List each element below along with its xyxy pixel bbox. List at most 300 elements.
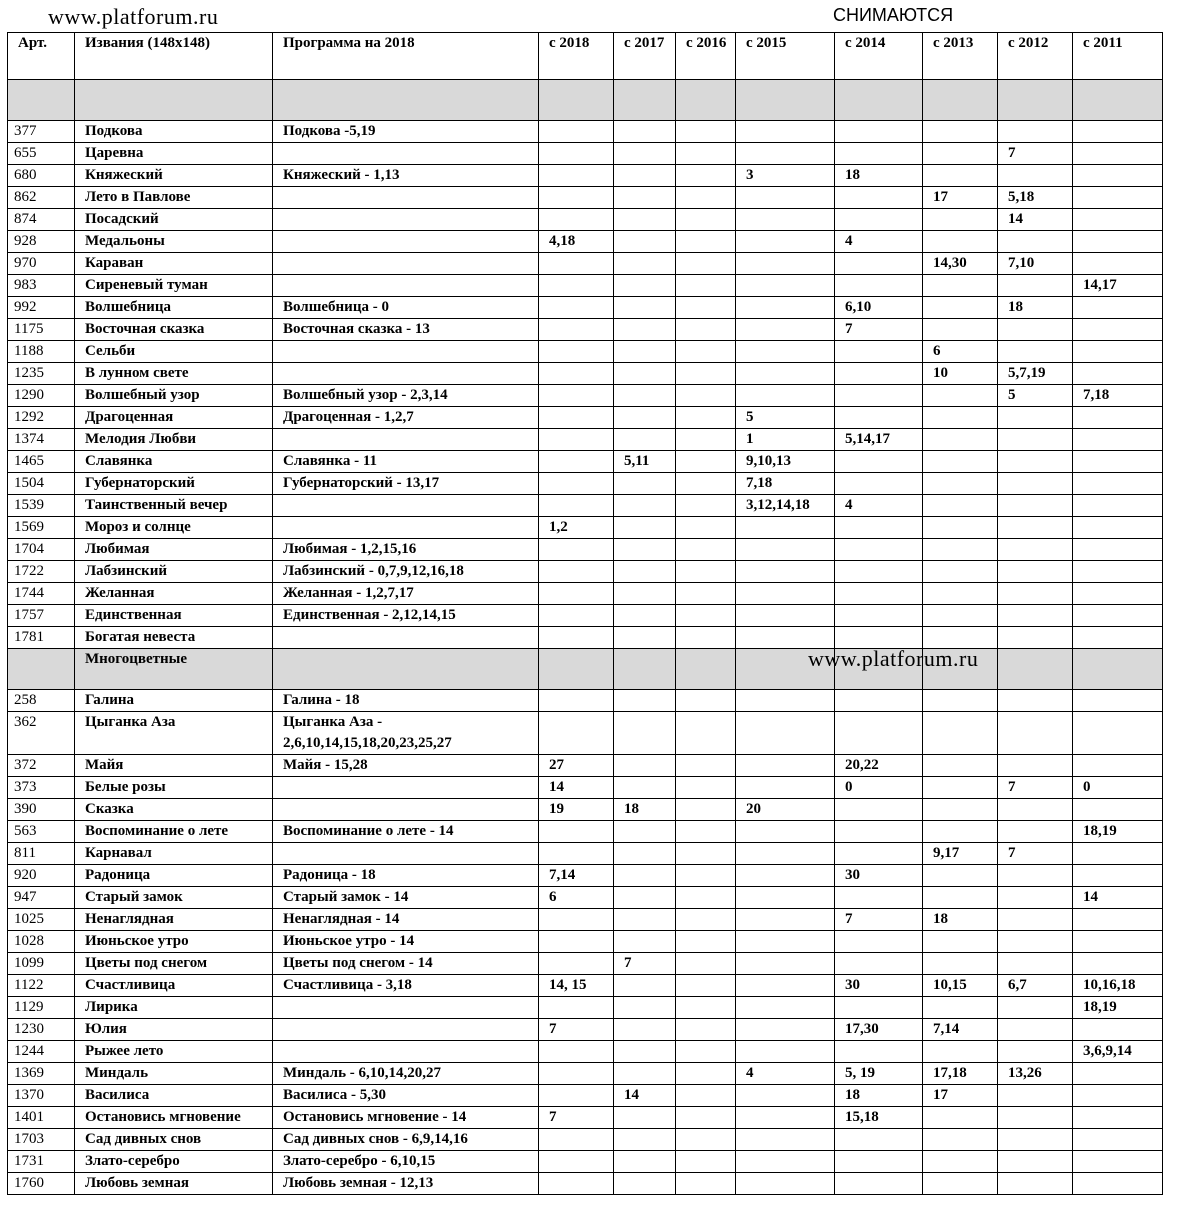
cell-y2018 (539, 953, 614, 975)
cell-art: 862 (8, 187, 75, 209)
cell-y2018 (539, 539, 614, 561)
cell-y2018 (539, 319, 614, 341)
cell-y2013 (923, 1041, 998, 1063)
cell-y2013 (923, 297, 998, 319)
empty-cell (736, 80, 835, 121)
cell-name: Счастливица (75, 975, 273, 997)
cell-y2018 (539, 627, 614, 649)
cell-art: 1703 (8, 1129, 75, 1151)
table-row (8, 1019, 1163, 1041)
cell-y2016 (676, 1129, 736, 1151)
removed-label: СНИМАЮТСЯ (833, 5, 954, 25)
cell-y2014 (835, 517, 923, 539)
cell-y2015 (736, 1041, 835, 1063)
cell-y2015 (736, 843, 835, 865)
cell-y2014 (835, 385, 923, 407)
cell-y2013 (923, 1129, 998, 1151)
cell-y2017 (614, 121, 676, 143)
cell-y2018 (539, 341, 614, 363)
cell-art: 920 (8, 865, 75, 887)
cell-y2017 (614, 909, 676, 931)
cell-y2016 (676, 777, 736, 799)
cell-y2018 (539, 385, 614, 407)
watermark-middle: www.platforum.ru (808, 646, 979, 671)
cell-y2018 (539, 909, 614, 931)
cell-name: Воспоминание о лете (75, 821, 273, 843)
cell-art: 1757 (8, 605, 75, 627)
cell-y2013 (923, 165, 998, 187)
cell-y2016 (676, 539, 736, 561)
cell-y2011 (1073, 363, 1163, 385)
cell-y2011 (1073, 583, 1163, 605)
cell-name: Волшебный узор (75, 385, 273, 407)
cell-y2015 (736, 209, 835, 231)
cell-y2017 (614, 187, 676, 209)
cell-name: Сельби (75, 341, 273, 363)
cell-y2013 (923, 231, 998, 253)
cell-y2017: 7 (614, 953, 676, 975)
cell-name: Любовь земная (75, 1173, 273, 1195)
cell-y2012 (998, 1107, 1073, 1129)
cell-y2014 (835, 121, 923, 143)
cell-name: Посадский (75, 209, 273, 231)
cell-program (273, 231, 539, 253)
empty-cell (998, 80, 1073, 121)
cell-y2011 (1073, 755, 1163, 777)
cell-y2014: 5, 19 (835, 1063, 923, 1085)
cell-y2018 (539, 583, 614, 605)
cell-y2018: 14, 15 (539, 975, 614, 997)
table-row (8, 297, 1163, 319)
cell-y2013: 14,30 (923, 253, 998, 275)
table-row (8, 821, 1163, 843)
table-row (8, 975, 1163, 997)
empty-cell (835, 80, 923, 121)
table-row (8, 363, 1163, 385)
cell-y2011 (1073, 1107, 1163, 1129)
cell-y2016 (676, 975, 736, 997)
header-program: Программа на 2018 (273, 33, 539, 80)
cell-y2011 (1073, 341, 1163, 363)
cell-y2012 (998, 341, 1073, 363)
section2-title: Многоцветные (75, 649, 273, 690)
cell-name: Василиса (75, 1085, 273, 1107)
cell-y2015 (736, 909, 835, 931)
cell-y2016 (676, 561, 736, 583)
cell-y2014: 0 (835, 777, 923, 799)
cell-program: Цыганка Аза - 2,6,10,14,15,18,20,23,25,27 (273, 712, 539, 755)
cell-y2013 (923, 887, 998, 909)
cell-y2014 (835, 997, 923, 1019)
cell-y2014: 17,30 (835, 1019, 923, 1041)
cell-name: Таинственный вечер (75, 495, 273, 517)
cell-y2012 (998, 755, 1073, 777)
cell-y2018 (539, 253, 614, 275)
cell-y2013 (923, 605, 998, 627)
cell-program: Единственная - 2,12,14,15 (273, 605, 539, 627)
cell-y2016 (676, 1085, 736, 1107)
cell-y2013: 18 (923, 909, 998, 931)
cell-y2015 (736, 887, 835, 909)
cell-name: Радоница (75, 865, 273, 887)
cell-y2016 (676, 909, 736, 931)
cell-y2014 (835, 451, 923, 473)
cell-y2013 (923, 429, 998, 451)
cell-y2011 (1073, 843, 1163, 865)
header-art: Арт. (8, 33, 75, 80)
cell-y2017 (614, 1173, 676, 1195)
cell-program (273, 1041, 539, 1063)
cell-y2012: 7 (998, 777, 1073, 799)
cell-y2011 (1073, 1085, 1163, 1107)
cell-program (273, 363, 539, 385)
cell-art: 1230 (8, 1019, 75, 1041)
cell-art: 1244 (8, 1041, 75, 1063)
cell-art: 390 (8, 799, 75, 821)
cell-program (273, 777, 539, 799)
header-2011: с 2011 (1073, 33, 1163, 80)
cell-y2012: 5,7,19 (998, 363, 1073, 385)
cell-y2018: 27 (539, 755, 614, 777)
cell-program: Миндаль - 6,10,14,20,27 (273, 1063, 539, 1085)
cell-y2013 (923, 275, 998, 297)
cell-y2012 (998, 517, 1073, 539)
table-row (8, 583, 1163, 605)
table-row (8, 253, 1163, 275)
cell-art: 1025 (8, 909, 75, 931)
cell-y2014: 5,14,17 (835, 429, 923, 451)
cell-y2012 (998, 997, 1073, 1019)
cell-y2011 (1073, 931, 1163, 953)
cell-art: 373 (8, 777, 75, 799)
cell-y2011 (1073, 1063, 1163, 1085)
cell-y2011 (1073, 231, 1163, 253)
cell-program (273, 517, 539, 539)
table-row (8, 407, 1163, 429)
cell-y2012 (998, 1085, 1073, 1107)
cell-art: 1539 (8, 495, 75, 517)
cell-y2012 (998, 1151, 1073, 1173)
cell-y2014 (835, 690, 923, 712)
cell-program: Василиса - 5,30 (273, 1085, 539, 1107)
cell-y2016 (676, 1019, 736, 1041)
cell-y2015 (736, 755, 835, 777)
cell-y2017: 14 (614, 1085, 676, 1107)
cell-name: Карнавал (75, 843, 273, 865)
cell-y2012: 5 (998, 385, 1073, 407)
cell-name: Княжеский (75, 165, 273, 187)
cell-y2011 (1073, 539, 1163, 561)
cell-program: Восточная сказка - 13 (273, 319, 539, 341)
cell-name: Майя (75, 755, 273, 777)
table-row (8, 1151, 1163, 1173)
cell-y2014 (835, 583, 923, 605)
cell-y2017 (614, 1107, 676, 1129)
cell-art: 1569 (8, 517, 75, 539)
cell-y2015 (736, 1019, 835, 1041)
cell-y2016 (676, 473, 736, 495)
cell-program (273, 187, 539, 209)
cell-y2013 (923, 561, 998, 583)
cell-name: Единственная (75, 605, 273, 627)
cell-y2015: 7,18 (736, 473, 835, 495)
cell-y2018: 14 (539, 777, 614, 799)
cell-art: 1744 (8, 583, 75, 605)
header-row (8, 33, 1163, 80)
cell-art: 372 (8, 755, 75, 777)
cell-y2011 (1073, 865, 1163, 887)
cell-y2015 (736, 143, 835, 165)
cell-y2017 (614, 712, 676, 755)
cell-program (273, 341, 539, 363)
cell-y2017 (614, 997, 676, 1019)
cell-name: Миндаль (75, 1063, 273, 1085)
cell-y2017 (614, 561, 676, 583)
cell-y2014: 20,22 (835, 755, 923, 777)
empty-cell (614, 80, 676, 121)
table-row (8, 473, 1163, 495)
cell-y2012 (998, 495, 1073, 517)
header-2012: с 2012 (998, 33, 1073, 80)
cell-y2013: 10 (923, 363, 998, 385)
empty-cell (676, 80, 736, 121)
cell-y2012: 18 (998, 297, 1073, 319)
cell-art: 947 (8, 887, 75, 909)
table-row (8, 1063, 1163, 1085)
cell-y2016 (676, 407, 736, 429)
cell-y2018 (539, 297, 614, 319)
cell-program (273, 253, 539, 275)
cell-y2013 (923, 209, 998, 231)
cell-y2018 (539, 712, 614, 755)
cell-y2014 (835, 143, 923, 165)
cell-art: 1099 (8, 953, 75, 975)
cell-y2018 (539, 1129, 614, 1151)
cell-art: 1370 (8, 1085, 75, 1107)
cell-y2018 (539, 473, 614, 495)
cell-name: Старый замок (75, 887, 273, 909)
cell-y2013: 17 (923, 187, 998, 209)
cell-name: Юлия (75, 1019, 273, 1041)
cell-y2013 (923, 953, 998, 975)
table-row (8, 953, 1163, 975)
cell-y2015: 5 (736, 407, 835, 429)
cell-y2013 (923, 319, 998, 341)
cell-y2012: 6,7 (998, 975, 1073, 997)
cell-y2012 (998, 473, 1073, 495)
cell-y2011 (1073, 561, 1163, 583)
cell-art: 1781 (8, 627, 75, 649)
empty-cell (539, 80, 614, 121)
cell-y2016 (676, 275, 736, 297)
cell-program: Любимая - 1,2,15,16 (273, 539, 539, 561)
cell-program: Подкова -5,19 (273, 121, 539, 143)
cell-y2012 (998, 690, 1073, 712)
cell-y2014 (835, 341, 923, 363)
cell-y2018 (539, 275, 614, 297)
cell-y2017 (614, 429, 676, 451)
cell-art: 1374 (8, 429, 75, 451)
cell-y2011 (1073, 187, 1163, 209)
cell-art: 362 (8, 712, 75, 755)
watermark-top: www.platforum.ru (48, 4, 219, 29)
cell-y2015 (736, 363, 835, 385)
cell-y2018 (539, 997, 614, 1019)
header-2015: с 2015 (736, 33, 835, 80)
cell-y2011 (1073, 517, 1163, 539)
table-row (8, 605, 1163, 627)
cell-name: В лунном свете (75, 363, 273, 385)
cell-y2016 (676, 319, 736, 341)
cell-y2018: 7,14 (539, 865, 614, 887)
table-row (8, 275, 1163, 297)
cell-y2012 (998, 539, 1073, 561)
cell-y2015 (736, 1129, 835, 1151)
cell-y2016 (676, 363, 736, 385)
cell-y2016 (676, 843, 736, 865)
table-row (8, 843, 1163, 865)
table-row (8, 187, 1163, 209)
cell-name: Цыганка Аза (75, 712, 273, 755)
cell-y2011 (1073, 627, 1163, 649)
cell-program: Драгоценная - 1,2,7 (273, 407, 539, 429)
cell-y2018: 7 (539, 1019, 614, 1041)
table-row (8, 319, 1163, 341)
empty-cell (923, 80, 998, 121)
header-2017: с 2017 (614, 33, 676, 80)
cell-y2016 (676, 121, 736, 143)
section1-header-row (8, 80, 1163, 121)
cell-program: Счастливица - 3,18 (273, 975, 539, 997)
cell-y2018 (539, 209, 614, 231)
cell-y2011: 18,19 (1073, 821, 1163, 843)
cell-y2015 (736, 865, 835, 887)
table-row (8, 451, 1163, 473)
cell-y2014: 18 (835, 1085, 923, 1107)
cell-y2012: 7 (998, 843, 1073, 865)
cell-y2012 (998, 865, 1073, 887)
cell-y2011 (1073, 429, 1163, 451)
cell-y2012 (998, 821, 1073, 843)
cell-y2012 (998, 1041, 1073, 1063)
cell-y2017 (614, 755, 676, 777)
cell-y2013 (923, 517, 998, 539)
table-row (8, 627, 1163, 649)
cell-y2015: 1 (736, 429, 835, 451)
cell-program: Волшебница - 0 (273, 297, 539, 319)
cell-y2018 (539, 143, 614, 165)
cell-y2016 (676, 1063, 736, 1085)
header-2014: с 2014 (835, 33, 923, 80)
cell-y2013: 6 (923, 341, 998, 363)
cell-y2017 (614, 1019, 676, 1041)
cell-y2012 (998, 712, 1073, 755)
cell-y2018 (539, 931, 614, 953)
cell-y2016 (676, 690, 736, 712)
cell-y2017 (614, 473, 676, 495)
cell-program (273, 627, 539, 649)
table-row (8, 712, 1163, 755)
cell-y2014: 7 (835, 319, 923, 341)
cell-name: Ненаглядная (75, 909, 273, 931)
cell-y2012 (998, 1129, 1073, 1151)
cell-y2016 (676, 231, 736, 253)
cell-y2012 (998, 583, 1073, 605)
cell-art: 1731 (8, 1151, 75, 1173)
cell-y2016 (676, 429, 736, 451)
cell-art: 970 (8, 253, 75, 275)
table-row (8, 1085, 1163, 1107)
cell-y2013 (923, 583, 998, 605)
cell-y2015 (736, 953, 835, 975)
table-row (8, 1107, 1163, 1129)
cell-y2016 (676, 297, 736, 319)
cell-y2013 (923, 143, 998, 165)
cell-y2013 (923, 495, 998, 517)
cell-name: Желанная (75, 583, 273, 605)
cell-y2012 (998, 165, 1073, 187)
cell-art: 992 (8, 297, 75, 319)
cell-y2017 (614, 931, 676, 953)
table-row (8, 385, 1163, 407)
cell-y2012 (998, 1019, 1073, 1041)
empty-cell (8, 80, 75, 121)
cell-art: 563 (8, 821, 75, 843)
cell-y2017 (614, 1041, 676, 1063)
cell-y2011 (1073, 799, 1163, 821)
cell-y2014 (835, 363, 923, 385)
cell-y2018: 4,18 (539, 231, 614, 253)
cell-art: 655 (8, 143, 75, 165)
table-row (8, 209, 1163, 231)
cell-y2011 (1073, 319, 1163, 341)
cell-art: 1369 (8, 1063, 75, 1085)
header-2018: с 2018 (539, 33, 614, 80)
table-row (8, 231, 1163, 253)
cell-y2015 (736, 821, 835, 843)
cell-y2013 (923, 821, 998, 843)
cell-y2013 (923, 777, 998, 799)
cell-program (273, 843, 539, 865)
cell-y2011 (1073, 495, 1163, 517)
cell-art: 874 (8, 209, 75, 231)
cell-program: Княжеский - 1,13 (273, 165, 539, 187)
cell-y2013: 17,18 (923, 1063, 998, 1085)
cell-art: 1722 (8, 561, 75, 583)
cell-y2011 (1073, 121, 1163, 143)
cell-y2017 (614, 297, 676, 319)
table-row (8, 495, 1163, 517)
cell-y2017 (614, 887, 676, 909)
cell-y2011 (1073, 1129, 1163, 1151)
cell-y2011 (1073, 451, 1163, 473)
cell-name: Сад дивных снов (75, 1129, 273, 1151)
cell-program: Старый замок - 14 (273, 887, 539, 909)
cell-y2017 (614, 231, 676, 253)
cell-program (273, 1019, 539, 1041)
cell-y2012 (998, 931, 1073, 953)
cell-y2017 (614, 690, 676, 712)
empty-cell (273, 649, 539, 690)
cell-y2011 (1073, 1151, 1163, 1173)
cell-y2012 (998, 451, 1073, 473)
cell-y2018: 7 (539, 1107, 614, 1129)
cell-y2018 (539, 1151, 614, 1173)
cell-y2016 (676, 821, 736, 843)
table-row (8, 799, 1163, 821)
cell-name: Славянка (75, 451, 273, 473)
cell-y2014 (835, 275, 923, 297)
